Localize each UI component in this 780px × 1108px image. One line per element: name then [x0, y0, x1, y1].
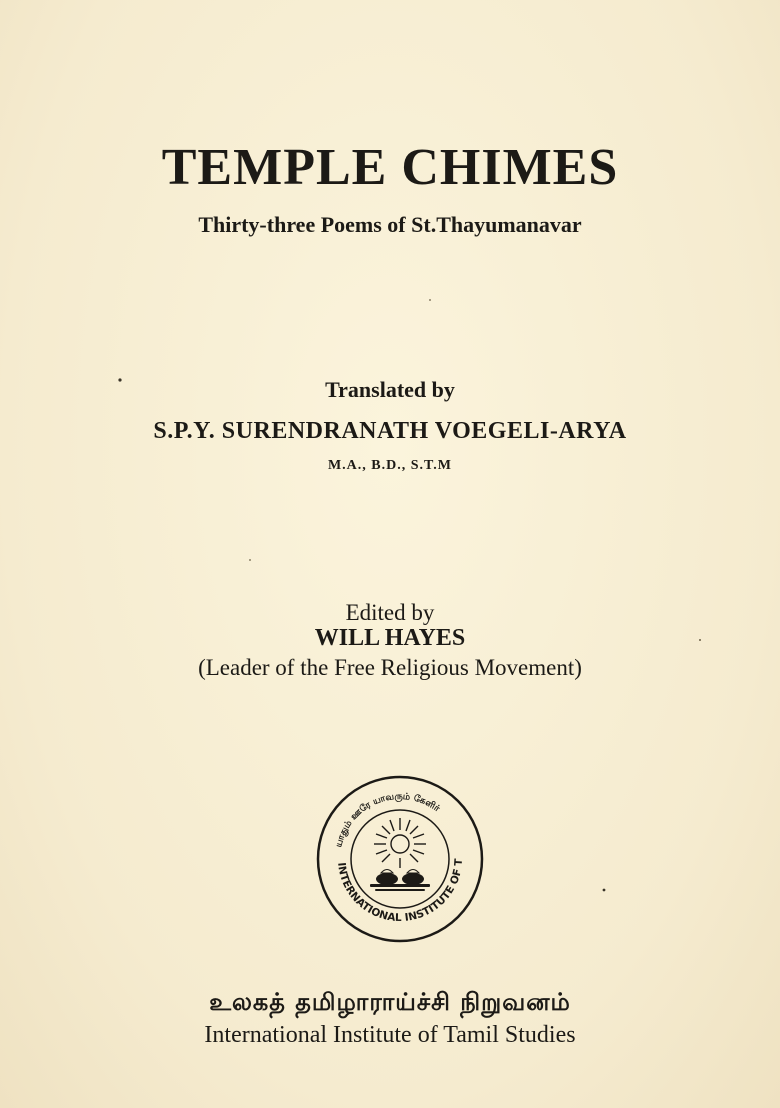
editor-name: WILL HAYES [314, 625, 466, 651]
institute-seal-icon [315, 772, 485, 947]
seal-top-text: யாதும் ஊரே யாவரும் கேளிர் [334, 791, 442, 849]
edited-by-label: Edited by [345, 600, 435, 625]
seal-ring-text: INTERNATIONAL INSTITUTE OF T [335, 859, 466, 925]
translator-degrees: M.A., B.D., S.T.M [327, 458, 453, 473]
publisher-english-name: International Institute of Tamil Studies [204, 1022, 576, 1048]
sun-icon [374, 818, 426, 868]
publisher-tamil-name: உலகத் தமிழாராய்ச்சி நிறுவனம் [209, 988, 571, 1016]
book-title: TEMPLE CHIMES [161, 139, 619, 196]
editor-role: (Leader of the Free Religious Movement) [198, 655, 582, 680]
seal-graphic [315, 772, 485, 947]
lamp-icon [370, 870, 430, 892]
translator-name: S.P.Y. SURENDRANATH VOEGELI-ARYA [153, 418, 627, 444]
translated-by-label: Translated by [325, 377, 455, 402]
book-subtitle: Thirty-three Poems of St.Thayumanavar [198, 212, 582, 237]
